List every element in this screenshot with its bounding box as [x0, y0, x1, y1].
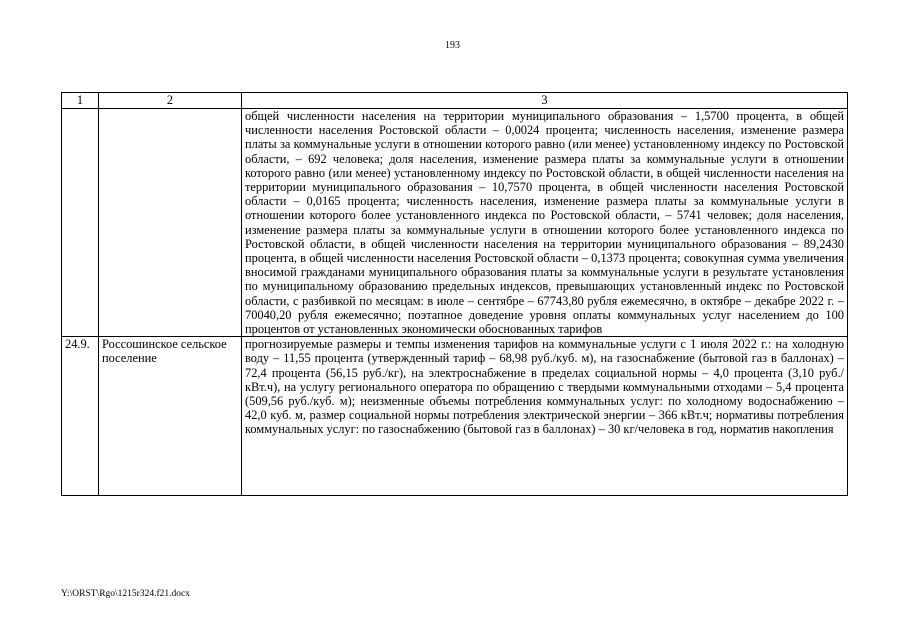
row-number-cell — [62, 109, 99, 337]
row-number-cell: 24.9. — [62, 337, 99, 496]
document-table — [61, 92, 848, 496]
page-number: 193 — [445, 40, 460, 51]
row-text-cell: прогнозируемые размеры и темпы изменения тарифов на коммунальные услуги с 1 июля 2022 г.: на холодную воду – 11,55 процента (утвержденный тариф – 68,98 руб./куб. м), на газоснабжение (бытовой газ в баллонах) – 72,4 процента (56,15 руб./кг), на электроснабжение в пределах социальной нормы – 4,0 процента (3,10 руб./кВт.ч), на услугу регионального оператора по обращению с твердыми коммунальными отходами – 5,4 процента (509,56 руб./куб. м); неизменные объемы потребления коммунальных услуг: по холодному водоснабжению – 42,0 куб. м, размер социальной нормы потребления электрической энергии – 366 кВт.ч; нормативы потребления коммунальных услуг: по газоснабжению (бытовой газ в баллонах) – 30 кг/человека в год, норматив накопления — [242, 337, 848, 496]
table-header-row — [62, 93, 848, 109]
footer-file-path: Y:\ORST\Rgo\1215r324.f21.docx — [61, 589, 190, 599]
table-row — [62, 109, 848, 337]
column-header-1: 1 — [62, 93, 99, 109]
row-name-cell: Россошинское сельское поселение — [99, 337, 242, 496]
column-header-2: 2 — [99, 93, 242, 109]
table-row — [62, 337, 848, 496]
column-header-3: 3 — [242, 93, 848, 109]
row-text-cell: общей численности населения на территории муниципального образования – 1,5700 процента, в общей численности населения Ростовской области – 0,0024 процента; численность населения, изменение размера платы за коммунальные услуги в отношении которого равно (или менее) установленному индексу по Ростовской области, – 692 человека; доля населения, изменение размера платы за коммунальные услуги в отношении которого равно (или менее) установленному индексу по Ростовской области, в общей численности населения на территории муниципального образования – 10,7570 процента, в общей численности населения Ростовской области – 0,0165 процента; численность населения, изменение размера платы за коммунальные услуги в отношении которого более установленного индекса по Ростовской области, – 5741 человек; доля населения, изменение размера платы за коммунальные услуги в отношении которого более установленного индекса по Ростовской области, в общей численности населения на территории муниципального образования – 89,2430 процента, в общей численности населения Ростовской области – 0,1373 процента; совокупная сумма увеличения вносимой гражданами муниципального образования платы за коммунальные услуги в результате установления по муниципальному образованию предельных индексов, превышающих установленный индекс по Ростовской области, с разбивкой по месяцам: в июле – сентябре – 67743,80 рубля ежемесячно, в октябре – декабре 2022 г. – 70040,20 рубля ежемесячно; поэтапное доведение уровня оплаты коммунальных услуг населением до 100 процентов от установленных экономически обоснованных тарифов — [242, 109, 848, 337]
row-name-cell — [99, 109, 242, 337]
